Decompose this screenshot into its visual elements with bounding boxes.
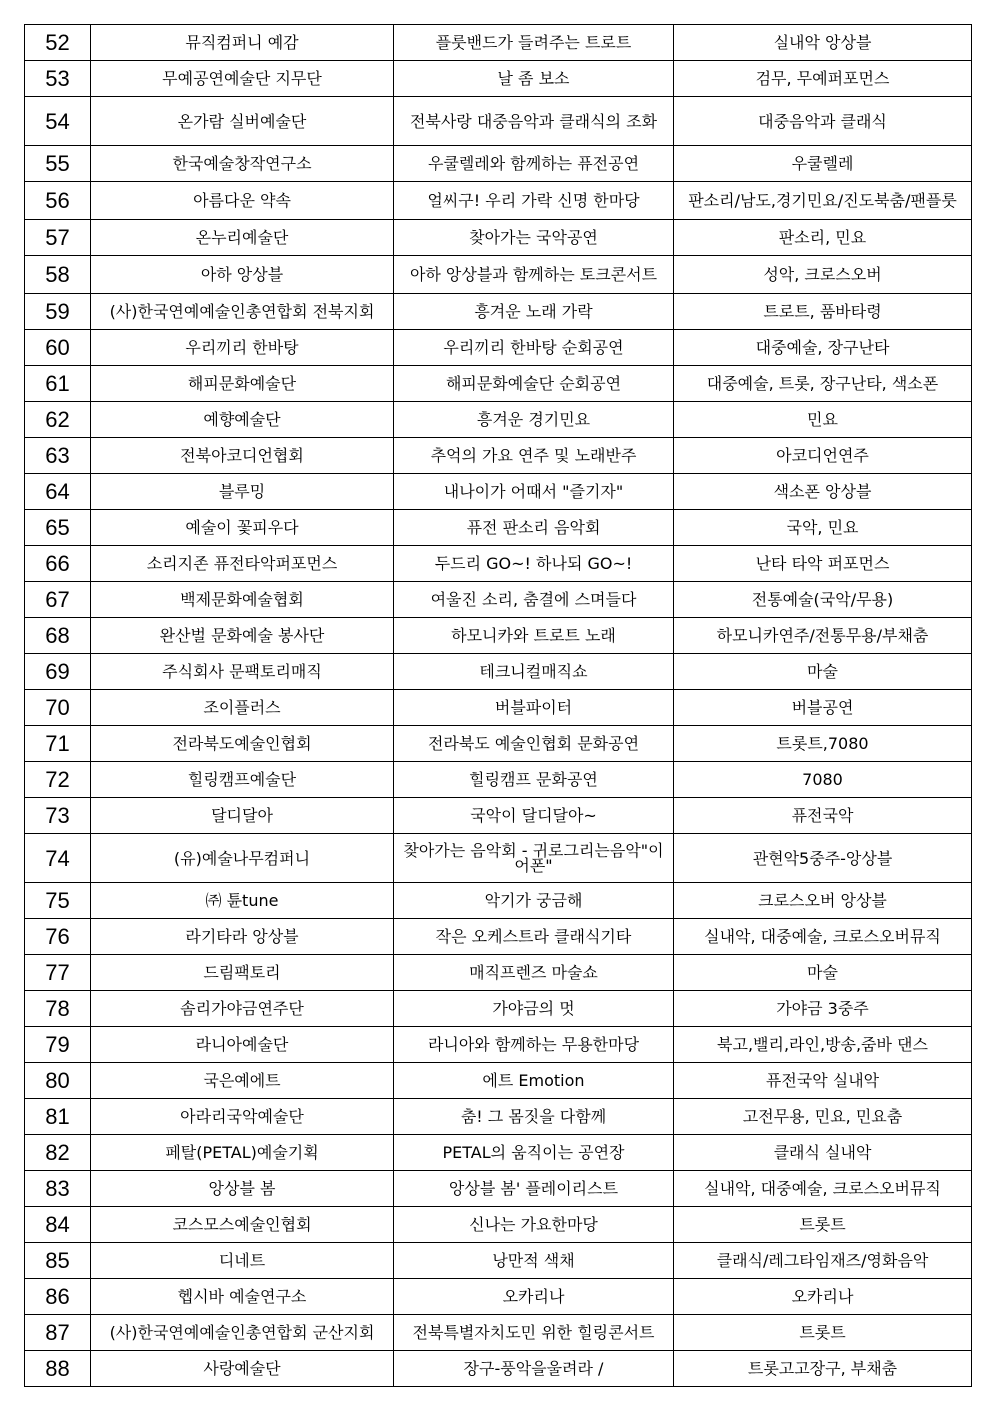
organization-cell: 예향예술단 (91, 402, 394, 438)
row-number: 79 (25, 1027, 91, 1063)
performance-title-cell: 국악이 달디달아~ (394, 798, 674, 834)
genre-cell: 클래식 실내악 (674, 1135, 972, 1171)
table-row (25, 330, 972, 366)
performance-table (24, 24, 972, 1387)
row-number: 52 (25, 25, 91, 61)
organization-cell: 아라리국악예술단 (91, 1099, 394, 1135)
organization-cell: 아름다운 약속 (91, 182, 394, 220)
row-number: 73 (25, 798, 91, 834)
genre-cell: 민요 (674, 402, 972, 438)
performance-title-cell: 테크니컬매직쇼 (394, 654, 674, 690)
organization-cell: 온가람 실버예술단 (91, 97, 394, 146)
table-row (25, 510, 972, 546)
table-row (25, 919, 972, 955)
table-row (25, 25, 972, 61)
genre-cell: 판소리/남도,경기민요/진도북춤/팬플룻 (674, 182, 972, 220)
organization-cell: (사)한국연예예술인총연합회 전북지회 (91, 294, 394, 330)
organization-cell: 블루밍 (91, 474, 394, 510)
organization-cell: 드림팩토리 (91, 955, 394, 991)
performance-title-cell: 우리끼리 한바탕 순회공연 (394, 330, 674, 366)
performance-title-cell: 낭만적 색채 (394, 1243, 674, 1279)
genre-cell: 트로트, 품바타령 (674, 294, 972, 330)
row-number: 76 (25, 919, 91, 955)
performance-title-cell: 추억의 가요 연주 및 노래반주 (394, 438, 674, 474)
table-row (25, 726, 972, 762)
table-row (25, 654, 972, 690)
table-row (25, 366, 972, 402)
genre-cell: 오카리나 (674, 1279, 972, 1315)
organization-cell: 앙상블 봄 (91, 1171, 394, 1207)
organization-cell: ㈜ 튠tune (91, 883, 394, 919)
row-number: 78 (25, 991, 91, 1027)
organization-cell: 사랑예술단 (91, 1351, 394, 1387)
row-number: 70 (25, 690, 91, 726)
organization-cell: 전북아코디언협회 (91, 438, 394, 474)
genre-cell: 난타 타악 퍼포먼스 (674, 546, 972, 582)
performance-title-cell: 앙상블 봄' 플레이리스트 (394, 1171, 674, 1207)
genre-cell: 트롯트 (674, 1207, 972, 1243)
table-row (25, 883, 972, 919)
organization-cell: 라니아예술단 (91, 1027, 394, 1063)
genre-cell: 마술 (674, 654, 972, 690)
performance-title-cell: 춤! 그 몸짓을 다함께 (394, 1099, 674, 1135)
table-row (25, 97, 972, 146)
performance-title-cell: 아하 앙상블과 함께하는 토크콘서트 (394, 256, 674, 294)
row-number: 60 (25, 330, 91, 366)
table-row (25, 955, 972, 991)
organization-cell: 백제문화예술협회 (91, 582, 394, 618)
row-number: 58 (25, 256, 91, 294)
genre-cell: 퓨전국악 (674, 798, 972, 834)
table-row (25, 618, 972, 654)
genre-cell: 트롯트,7080 (674, 726, 972, 762)
performance-title-cell: 두드리 GO~! 하나되 GO~! (394, 546, 674, 582)
table-row (25, 146, 972, 182)
row-number: 84 (25, 1207, 91, 1243)
row-number: 56 (25, 182, 91, 220)
organization-cell: 달디달아 (91, 798, 394, 834)
row-number: 57 (25, 220, 91, 256)
performance-title-cell: 전라북도 예술인협회 문화공연 (394, 726, 674, 762)
genre-cell: 가야금 3중주 (674, 991, 972, 1027)
row-number: 63 (25, 438, 91, 474)
table-row (25, 402, 972, 438)
organization-cell: 조이플러스 (91, 690, 394, 726)
performance-title-cell: 날 좀 보소 (394, 61, 674, 97)
row-number: 54 (25, 97, 91, 146)
genre-cell: 클래식/레그타임재즈/영화음악 (674, 1243, 972, 1279)
genre-cell: 7080 (674, 762, 972, 798)
performance-title-cell: PETAL의 움직이는 공연장 (394, 1135, 674, 1171)
organization-cell: 아하 앙상블 (91, 256, 394, 294)
table-row (25, 1099, 972, 1135)
table-row (25, 690, 972, 726)
performance-title-cell: 라니아와 함께하는 무용한마당 (394, 1027, 674, 1063)
row-number: 53 (25, 61, 91, 97)
row-number: 69 (25, 654, 91, 690)
table-row (25, 1171, 972, 1207)
genre-cell: 버블공연 (674, 690, 972, 726)
table-row (25, 61, 972, 97)
genre-cell: 판소리, 민요 (674, 220, 972, 256)
performance-title-cell: 플룻밴드가 들려주는 트로트 (394, 25, 674, 61)
row-number: 75 (25, 883, 91, 919)
table-row (25, 1243, 972, 1279)
performance-title-cell: 내나이가 어때서 "즐기자" (394, 474, 674, 510)
organization-cell: 라기타라 앙상블 (91, 919, 394, 955)
row-number: 66 (25, 546, 91, 582)
performance-title-cell: 매직프렌즈 마술쇼 (394, 955, 674, 991)
row-number: 81 (25, 1099, 91, 1135)
organization-cell: 온누리예술단 (91, 220, 394, 256)
organization-cell: 디네트 (91, 1243, 394, 1279)
genre-cell: 대중음악과 클래식 (674, 97, 972, 146)
genre-cell: 크로스오버 앙상블 (674, 883, 972, 919)
performance-title-cell: 찾아가는 국악공연 (394, 220, 674, 256)
table-body (25, 25, 972, 1387)
row-number: 62 (25, 402, 91, 438)
table-row (25, 256, 972, 294)
performance-title-cell: 악기가 궁금해 (394, 883, 674, 919)
genre-cell: 전통예술(국악/무용) (674, 582, 972, 618)
genre-cell: 아코디언연주 (674, 438, 972, 474)
performance-title-cell: 흥겨운 경기민요 (394, 402, 674, 438)
genre-cell: 하모니카연주/전통무용/부채춤 (674, 618, 972, 654)
row-number: 74 (25, 834, 91, 883)
table-row (25, 991, 972, 1027)
organization-cell: 예술이 꽃피우다 (91, 510, 394, 546)
genre-cell: 실내악, 대중예술, 크로스오버뮤직 (674, 1171, 972, 1207)
genre-cell: 실내악 앙상블 (674, 25, 972, 61)
organization-cell: 소리지존 퓨전타악퍼포먼스 (91, 546, 394, 582)
genre-cell: 트롯고고장구, 부채춤 (674, 1351, 972, 1387)
organization-cell: 페탈(PETAL)예술기획 (91, 1135, 394, 1171)
row-number: 82 (25, 1135, 91, 1171)
row-number: 67 (25, 582, 91, 618)
genre-cell: 색소폰 앙상블 (674, 474, 972, 510)
row-number: 87 (25, 1315, 91, 1351)
organization-cell: 코스모스예술인협회 (91, 1207, 394, 1243)
performance-title-cell: 퓨전 판소리 음악회 (394, 510, 674, 546)
performance-title-cell: 하모니카와 트로트 노래 (394, 618, 674, 654)
row-number: 65 (25, 510, 91, 546)
performance-title-cell: 장구-풍악을울려라 / (394, 1351, 674, 1387)
genre-cell: 성악, 크로스오버 (674, 256, 972, 294)
performance-title-cell: 작은 오케스트라 클래식기타 (394, 919, 674, 955)
row-number: 83 (25, 1171, 91, 1207)
performance-title-cell: 오카리나 (394, 1279, 674, 1315)
row-number: 68 (25, 618, 91, 654)
table-row (25, 1315, 972, 1351)
table-row (25, 582, 972, 618)
organization-cell: 전라북도예술인협회 (91, 726, 394, 762)
table-row (25, 438, 972, 474)
genre-cell: 대중예술, 트롯, 장구난타, 색소폰 (674, 366, 972, 402)
genre-cell: 고전무용, 민요, 민요춤 (674, 1099, 972, 1135)
row-number: 71 (25, 726, 91, 762)
performance-title-cell: 힐링캠프 문화공연 (394, 762, 674, 798)
performance-title-cell: 여울진 소리, 춤결에 스며들다 (394, 582, 674, 618)
organization-cell: 해피문화예술단 (91, 366, 394, 402)
genre-cell: 실내악, 대중예술, 크로스오버뮤직 (674, 919, 972, 955)
performance-title-cell: 에트 Emotion (394, 1063, 674, 1099)
row-number: 61 (25, 366, 91, 402)
row-number: 55 (25, 146, 91, 182)
genre-cell: 대중예술, 장구난타 (674, 330, 972, 366)
performance-title-cell: 해피문화예술단 순회공연 (394, 366, 674, 402)
table-row (25, 1351, 972, 1387)
organization-cell: 힐링캠프예술단 (91, 762, 394, 798)
table-row (25, 1207, 972, 1243)
genre-cell: 관현악5중주-앙상블 (674, 834, 972, 883)
organization-cell: (유)예술나무컴퍼니 (91, 834, 394, 883)
table-row (25, 474, 972, 510)
performance-title-cell: 얼씨구! 우리 가락 신명 한마당 (394, 182, 674, 220)
row-number: 85 (25, 1243, 91, 1279)
table-row (25, 1063, 972, 1099)
table-row (25, 762, 972, 798)
performance-title-cell: 가야금의 멋 (394, 991, 674, 1027)
organization-cell: 한국예술창작연구소 (91, 146, 394, 182)
row-number: 72 (25, 762, 91, 798)
organization-cell: 완산벌 문화예술 봉사단 (91, 618, 394, 654)
table-row (25, 294, 972, 330)
row-number: 86 (25, 1279, 91, 1315)
performance-title-cell: 신나는 가요한마당 (394, 1207, 674, 1243)
genre-cell: 퓨전국악 실내악 (674, 1063, 972, 1099)
table-row (25, 834, 972, 883)
organization-cell: 헵시바 예술연구소 (91, 1279, 394, 1315)
row-number: 80 (25, 1063, 91, 1099)
performance-title-cell: 전북특별자치도민 위한 힐링콘서트 (394, 1315, 674, 1351)
organization-cell: 우리끼리 한바탕 (91, 330, 394, 366)
table-row (25, 1027, 972, 1063)
organization-cell: 국은예에트 (91, 1063, 394, 1099)
genre-cell: 우쿨렐레 (674, 146, 972, 182)
performance-title-cell: 흥겨운 노래 가락 (394, 294, 674, 330)
genre-cell: 북고,밸리,라인,방송,줌바 댄스 (674, 1027, 972, 1063)
organization-cell: 뮤직컴퍼니 예감 (91, 25, 394, 61)
genre-cell: 마술 (674, 955, 972, 991)
organization-cell: 무예공연예술단 지무단 (91, 61, 394, 97)
performance-title-cell: 우쿨렐레와 함께하는 퓨전공연 (394, 146, 674, 182)
performance-title-cell: 찾아가는 음악회 - 귀로그리는음악"이어폰" (394, 834, 674, 883)
row-number: 88 (25, 1351, 91, 1387)
row-number: 59 (25, 294, 91, 330)
table-row (25, 182, 972, 220)
table-row (25, 798, 972, 834)
genre-cell: 검무, 무예퍼포먼스 (674, 61, 972, 97)
row-number: 77 (25, 955, 91, 991)
genre-cell: 국악, 민요 (674, 510, 972, 546)
organization-cell: 주식회사 문팩토리매직 (91, 654, 394, 690)
performance-title-cell: 버블파이터 (394, 690, 674, 726)
genre-cell: 트롯트 (674, 1315, 972, 1351)
table-row (25, 1135, 972, 1171)
organization-cell: 솜리가야금연주단 (91, 991, 394, 1027)
organization-cell: (사)한국연예예술인총연합회 군산지회 (91, 1315, 394, 1351)
table-row (25, 546, 972, 582)
table-row (25, 220, 972, 256)
table-row (25, 1279, 972, 1315)
performance-title-cell: 전북사랑 대중음악과 클래식의 조화 (394, 97, 674, 146)
row-number: 64 (25, 474, 91, 510)
